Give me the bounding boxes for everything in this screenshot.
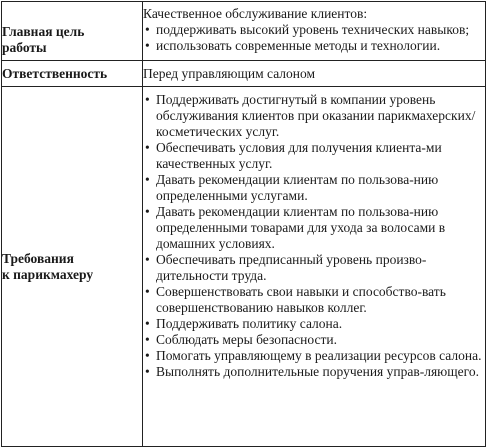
list-item-text: использовать современные методы и технологии. xyxy=(156,38,441,53)
list-item xyxy=(143,348,485,364)
row-header-responsibility xyxy=(2,61,143,87)
bullet-icon: • xyxy=(145,204,150,219)
list-item xyxy=(143,332,485,348)
table-row-main-goal xyxy=(2,2,486,61)
bullet-icon: • xyxy=(145,332,150,347)
list-item xyxy=(143,316,485,332)
row-header-line: Требования xyxy=(2,250,74,266)
bullet-icon: • xyxy=(145,140,150,155)
bullet-icon: • xyxy=(145,316,150,331)
bullet-icon: • xyxy=(145,284,150,299)
bullet-icon: • xyxy=(145,172,150,187)
bullet-icon: • xyxy=(145,348,150,363)
bullet-icon: • xyxy=(145,38,150,53)
row-body-responsibility xyxy=(143,61,486,87)
list-item-text: Поддерживать достигнутый в компании уровень обслуживания клиентов при оказании парикмахерских/косметических услуг. xyxy=(156,92,476,139)
list-item-text: Обеспечивать предписанный уровень произво-дительности труда. xyxy=(156,252,427,283)
row-body-requirements xyxy=(143,87,486,447)
job-description-table xyxy=(1,1,486,447)
list-item-text: Давать рекомендации клиентам по пользова-нию определенными услугами. xyxy=(156,172,439,203)
requirements-bullet-list xyxy=(143,92,485,380)
row-header-line: работы xyxy=(2,40,47,55)
list-item-text: Соблюдать меры безопасности. xyxy=(156,332,337,347)
bullet-icon: • xyxy=(145,364,150,379)
list-item xyxy=(143,252,485,284)
row-header-main-goal xyxy=(2,2,143,61)
table-row-requirements xyxy=(2,87,486,447)
row-header-line: Главная цель xyxy=(2,24,85,39)
bullet-icon: • xyxy=(145,92,150,107)
list-item-text: поддерживать высокий уровень технических навыков; xyxy=(156,22,470,37)
bullet-icon: • xyxy=(145,22,150,37)
responsibility-text: Перед управляющим салоном xyxy=(143,65,316,81)
list-item-text: Помогать управляющему в реализации ресурсов салона. xyxy=(156,348,482,363)
list-item xyxy=(143,364,485,380)
list-item-text: Поддерживать политику салона. xyxy=(156,316,343,331)
list-item-text: Давать рекомендации клиентам по пользова-нию определенными товарами для ухода за волосами в домашних условиях. xyxy=(156,204,446,251)
list-item xyxy=(143,284,485,316)
list-item xyxy=(143,172,485,204)
list-item xyxy=(143,140,485,172)
list-item xyxy=(143,38,485,54)
list-item-text: Обеспечивать условия для получения клиента-ми качественных услуг. xyxy=(156,140,442,171)
main-goal-intro: Качественное обслуживание клиентов: xyxy=(143,6,368,21)
list-item-text: Выполнять дополнительные поручения управ-ляющего. xyxy=(156,364,479,379)
row-body-main-goal xyxy=(143,2,486,61)
list-item xyxy=(143,204,485,252)
row-header-requirements xyxy=(2,87,143,447)
row-header-line: к парикмахеру xyxy=(2,266,94,282)
main-goal-bullet-list xyxy=(143,22,485,54)
row-header-line: Ответственность xyxy=(2,65,108,81)
list-item xyxy=(143,22,485,38)
bullet-icon: • xyxy=(145,252,150,267)
list-item-text: Совершенствовать свои навыки и способство-вать совершенствованию навыков коллег. xyxy=(156,284,446,315)
table-row-responsibility xyxy=(2,61,486,87)
list-item xyxy=(143,92,485,140)
